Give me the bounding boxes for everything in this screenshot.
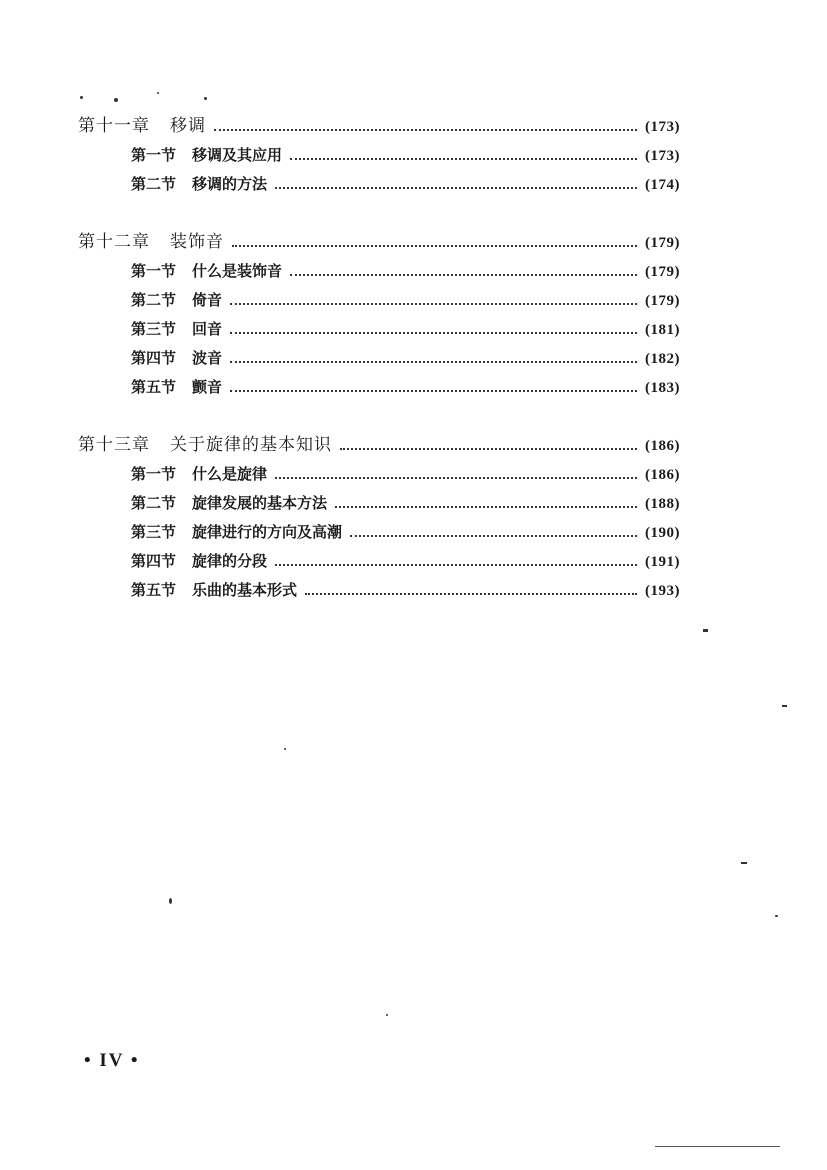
section-entry[interactable]	[78, 518, 680, 547]
chapter-12	[78, 228, 680, 402]
page-number: (191)	[645, 554, 680, 570]
section-number: 第一节	[131, 262, 177, 280]
section-number: 第四节	[131, 349, 177, 367]
page-number: (179)	[645, 264, 680, 280]
section-entry[interactable]	[78, 547, 680, 576]
chapter-heading[interactable]	[78, 228, 680, 257]
section-entry[interactable]	[78, 460, 680, 489]
section-title: 旋律的分段	[192, 552, 268, 570]
section-title: 什么是装饰音	[192, 262, 283, 280]
page-number: (173)	[645, 119, 680, 135]
dot-leader	[290, 158, 637, 160]
section-entry[interactable]	[78, 170, 680, 199]
section-title: 倚音	[192, 291, 223, 309]
section-number: 第一节	[131, 146, 177, 164]
chapter-13	[78, 431, 680, 605]
scan-speck	[386, 1014, 388, 1016]
section-number: 第二节	[131, 494, 177, 512]
scan-speck	[169, 898, 172, 904]
page-number: (173)	[645, 148, 680, 164]
table-of-contents	[78, 112, 680, 634]
dot-leader	[230, 361, 637, 363]
page-folio: • IV •	[84, 1050, 140, 1071]
section-title: 回音	[192, 320, 223, 338]
chapter-number: 第十二章	[78, 232, 150, 252]
section-number: 第三节	[131, 523, 177, 541]
page-number: (183)	[645, 380, 680, 396]
section-title: 移调及其应用	[192, 146, 283, 164]
dot-leader	[230, 332, 637, 334]
dot-leader	[275, 564, 637, 566]
page-number: (190)	[645, 525, 680, 541]
section-entry[interactable]	[78, 315, 680, 344]
dot-leader	[275, 187, 637, 189]
chapter-number: 第十一章	[78, 116, 150, 136]
dot-leader	[232, 245, 637, 247]
chapter-title: 装饰音	[170, 232, 224, 252]
dot-leader	[340, 448, 637, 450]
page-number: (186)	[645, 438, 680, 454]
section-number: 第五节	[131, 581, 177, 599]
scan-speck	[703, 629, 708, 632]
section-title: 旋律发展的基本方法	[192, 494, 328, 512]
page-number: (181)	[645, 322, 680, 338]
scan-speck	[80, 96, 83, 99]
section-entry[interactable]	[78, 576, 680, 605]
dot-leader	[275, 477, 637, 479]
section-entry[interactable]	[78, 373, 680, 402]
scan-speck	[157, 92, 159, 94]
section-title: 旋律进行的方向及高潮	[192, 523, 343, 541]
section-title: 什么是旋律	[192, 465, 268, 483]
page-number: (179)	[645, 293, 680, 309]
chapter-title: 移调	[170, 116, 206, 136]
page-number: (179)	[645, 235, 680, 251]
section-entry[interactable]	[78, 489, 680, 518]
dot-leader	[350, 535, 637, 537]
section-title: 乐曲的基本形式	[192, 581, 298, 599]
section-entry[interactable]	[78, 286, 680, 315]
section-number: 第一节	[131, 465, 177, 483]
section-entry[interactable]	[78, 257, 680, 286]
dot-leader	[290, 274, 637, 276]
chapter-heading[interactable]	[78, 431, 680, 460]
page-number: (186)	[645, 467, 680, 483]
scan-speck	[782, 705, 787, 707]
scan-line	[655, 1146, 780, 1147]
section-number: 第四节	[131, 552, 177, 570]
section-title: 波音	[192, 349, 223, 367]
section-entry[interactable]	[78, 141, 680, 170]
section-title: 移调的方法	[192, 175, 268, 193]
chapter-number: 第十三章	[78, 435, 150, 455]
dot-leader	[214, 129, 637, 131]
page-number: (174)	[645, 177, 680, 193]
chapter-heading[interactable]	[78, 112, 680, 141]
section-number: 第二节	[131, 291, 177, 309]
section-title: 颤音	[192, 378, 223, 396]
section-number: 第三节	[131, 320, 177, 338]
scan-speck	[741, 862, 747, 864]
page-number: (193)	[645, 583, 680, 599]
dot-leader	[305, 593, 637, 595]
page-number: (188)	[645, 496, 680, 512]
dot-leader	[335, 506, 637, 508]
section-number: 第二节	[131, 175, 177, 193]
chapter-11	[78, 112, 680, 199]
section-entry[interactable]	[78, 344, 680, 373]
scan-speck	[284, 748, 286, 750]
scan-speck	[775, 915, 778, 917]
dot-leader	[230, 390, 637, 392]
scan-speck	[204, 97, 207, 100]
chapter-title: 关于旋律的基本知识	[170, 435, 332, 455]
scan-speck	[114, 98, 118, 102]
page-number: (182)	[645, 351, 680, 367]
section-number: 第五节	[131, 378, 177, 396]
dot-leader	[230, 303, 637, 305]
